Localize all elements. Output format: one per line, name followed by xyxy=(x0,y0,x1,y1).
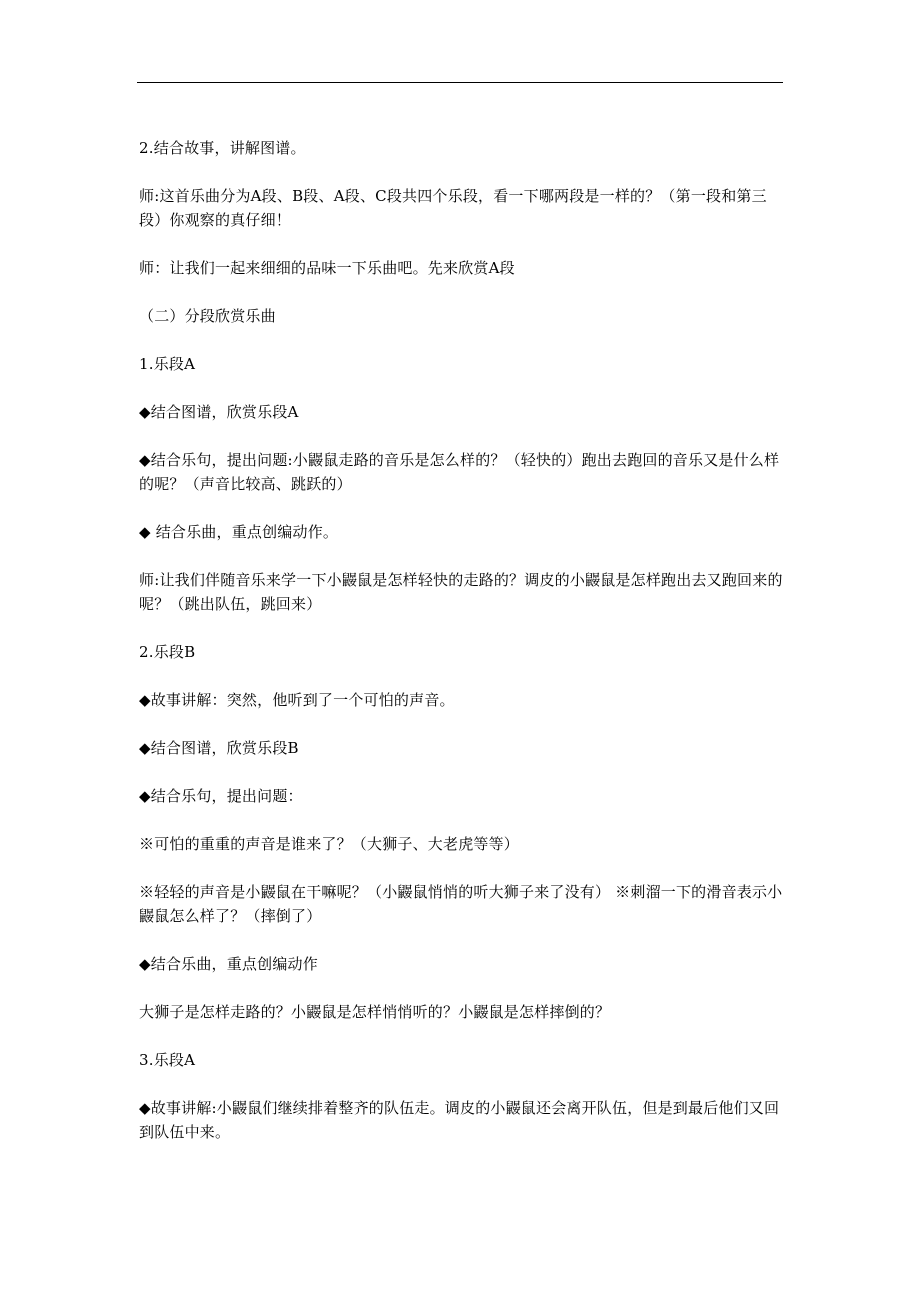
paragraph-step-2: 2.结合故事，讲解图谱。 xyxy=(139,139,306,157)
header-rule xyxy=(137,82,783,83)
bullet-movement-b: ◆结合乐曲，重点创编动作 xyxy=(139,955,318,973)
paragraph-lion-questions: 大狮子是怎样走路的？小鼹鼠是怎样悄悄听的？小鼹鼠是怎样摔倒的？ xyxy=(139,1003,611,1021)
bullet-phrase-question-b: ◆结合乐句，提出问题： xyxy=(139,787,303,805)
paragraph-teacher-walk: 师:让我们伴随音乐来学一下小鼹鼠是怎样轻快的走路的？调皮的小鼹鼠是怎样跑出去又跑回来的呢？（跳出队伍，跳回来） xyxy=(139,571,783,613)
subheading-segment-a-repeat: 3.乐段A xyxy=(139,1051,196,1069)
bullet-story-b: ◆故事讲解：突然，他听到了一个可怕的声音。 xyxy=(139,691,455,709)
bullet-graph-segment-b: ◆结合图谱，欣赏乐段B xyxy=(139,739,299,757)
bullet-phrase-question-a: ◆结合乐句，提出问题:小鼹鼠走路的音乐是怎么样的？（轻快的）跑出去跑回的音乐又是什么样的呢？（声音比较高、跳跃的） xyxy=(139,451,780,493)
note-light-sound: ※轻轻的声音是小鼹鼠在干嘛呢？（小鼹鼠悄悄的听大狮子来了没有） ※刺溜一下的滑音表示小鼹鼠怎么样了？（摔倒了） xyxy=(139,883,783,925)
bullet-story-a-repeat: ◆故事讲解:小鼹鼠们继续排着整齐的队伍走。调皮的小鼹鼠还会离开队伍，但是到最后他们又回到队伍中来。 xyxy=(139,1099,780,1141)
section-heading-segmented: （二）分段欣赏乐曲 xyxy=(139,307,276,325)
paragraph-teacher-sections: 师:这首乐曲分为A段、B段、A段、C段共四个乐段，看一下哪两段是一样的？（第一段和第三段）你观察的真仔细！ xyxy=(139,187,767,229)
subheading-segment-a: 1.乐段A xyxy=(139,355,196,373)
paragraph-teacher-appreciate: 师：让我们一起来细细的品味一下乐曲吧。先来欣赏A段 xyxy=(139,259,515,277)
subheading-segment-b: 2.乐段B xyxy=(139,643,196,661)
bullet-movement-a: ◆ 结合乐曲，重点创编动作。 xyxy=(139,523,339,541)
bullet-graph-segment-a: ◆结合图谱，欣赏乐段A xyxy=(139,403,299,421)
note-heavy-sound: ※可怕的重重的声音是谁来了？（大狮子、大老虎等等） xyxy=(139,835,520,853)
